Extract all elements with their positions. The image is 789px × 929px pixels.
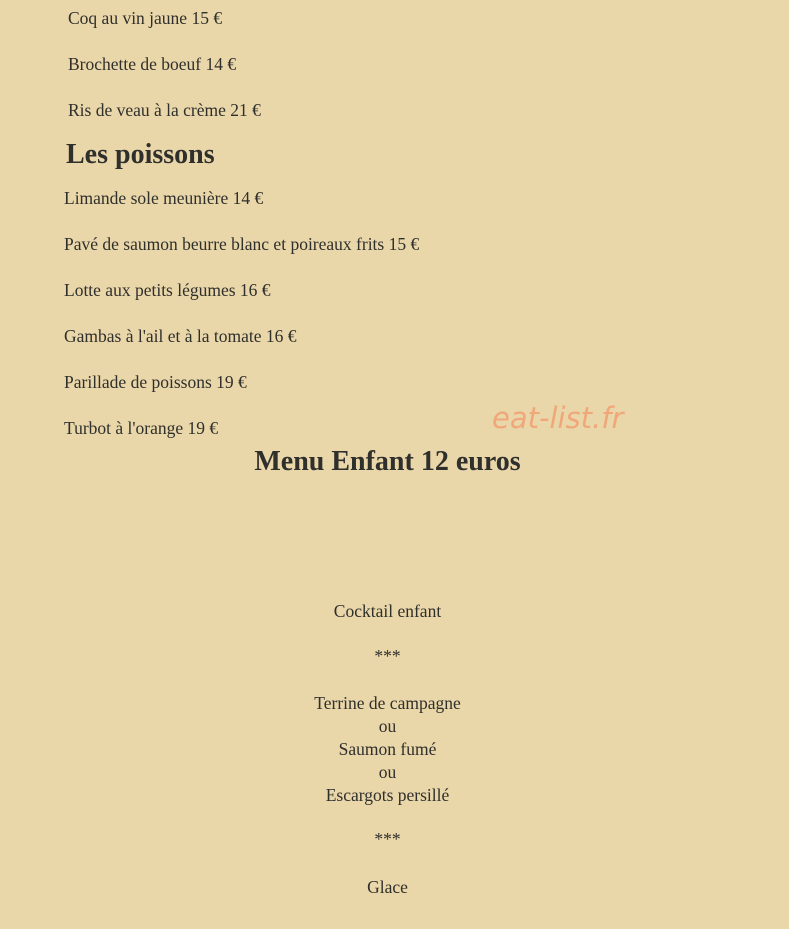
- separator: ***: [374, 646, 401, 666]
- menu-item: Limande sole meunière 14 €: [64, 188, 264, 208]
- or-label: ou: [378, 762, 397, 782]
- menu-item: Pavé de saumon beurre blanc et poireaux frits 15 €: [64, 234, 420, 254]
- kids-menu-starter: Escargots persillé: [325, 785, 450, 805]
- menu-item: Gambas à l'ail et à la tomate 16 €: [64, 326, 297, 346]
- watermark: eat-list.fr: [492, 401, 624, 435]
- section-heading-fish: Les poissons: [66, 139, 215, 170]
- menu-item: Coq au vin jaune 15 €: [68, 8, 223, 28]
- kids-menu-dessert: Glace: [367, 877, 408, 897]
- menu-item: Brochette de boeuf 14 €: [68, 54, 237, 74]
- kids-menu-drink: Cocktail enfant: [333, 601, 442, 621]
- menu-item: Turbot à l'orange 19 €: [64, 418, 219, 438]
- or-label: ou: [378, 716, 397, 736]
- menu-item: Ris de veau à la crème 21 €: [68, 100, 261, 120]
- kids-menu-starter: Saumon fumé: [338, 739, 437, 759]
- kids-menu-title: Menu Enfant 12 euros: [254, 446, 521, 477]
- menu-item: Lotte aux petits légumes 16 €: [64, 280, 271, 300]
- separator: ***: [374, 829, 401, 849]
- menu-item: Parillade de poissons 19 €: [64, 372, 247, 392]
- kids-menu-starter: Terrine de campagne: [314, 693, 461, 713]
